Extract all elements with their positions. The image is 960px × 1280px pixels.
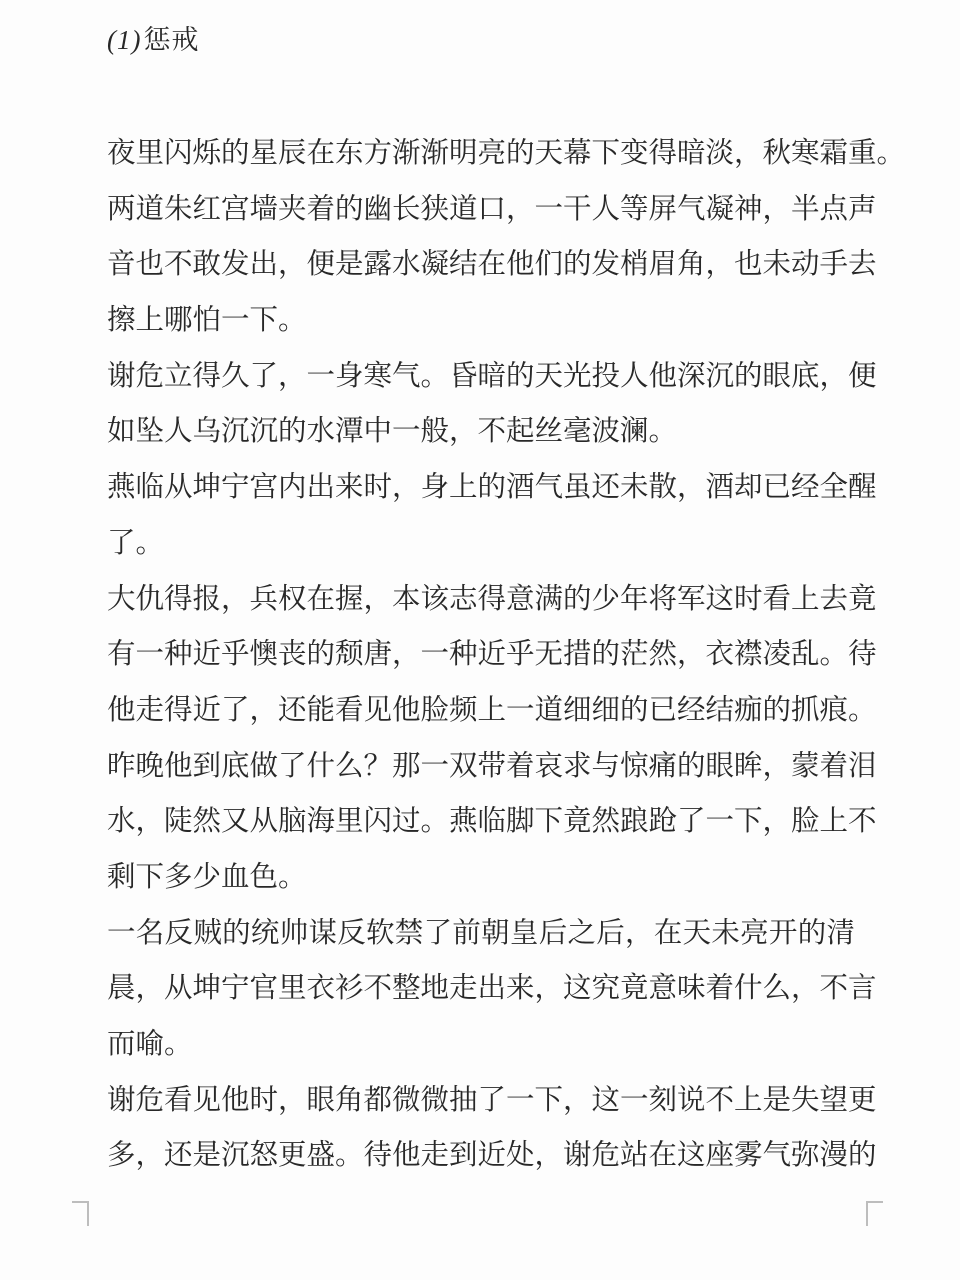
text-line: 了。 xyxy=(107,526,165,559)
text-line: 谢危立得久了，一身寒气。昏暗的天光投人他深沉的眼底，便 xyxy=(107,359,877,392)
chapter-number: (1) xyxy=(107,25,142,55)
page-corner-mark-bottom-right xyxy=(866,1201,883,1226)
text-line: 燕临从坤宁宫内出来时，身上的酒气虽还未散，酒却已经全醒 xyxy=(107,471,877,504)
body-text-block xyxy=(107,126,906,1184)
text-line: 擦上哪怕一下。 xyxy=(107,304,307,337)
text-line: 一名反贼的统帅谋反软禁了前朝皇后之后，在天未亮开的清 xyxy=(107,916,855,949)
text-line: 两道朱红宫墙夹着的幽长狭道口，一干人等屏气凝神，半点声 xyxy=(107,192,877,225)
text-line: 大仇得报，兵权在握，本该志得意满的少年将军这时看上去竟 xyxy=(107,582,877,615)
text-line: 如坠人乌沉沉的水潭中一般，不起丝毫波澜。 xyxy=(107,415,678,448)
text-line: 而喻。 xyxy=(107,1028,193,1060)
text-line: 剩下多少血色。 xyxy=(107,860,307,893)
text-line: 晨，从坤宁官里衣衫不整地走出来，这究竟意味着什么，不言 xyxy=(107,972,877,1005)
text-line: 音也不敢发出，便是露水凝结在他们的发梢眉角，也未动手去 xyxy=(107,248,877,281)
page-corner-mark-bottom-left xyxy=(72,1201,89,1226)
text-line: 多，还是沉怒更盛。待他走到近处，谢危站在这座雾气弥漫的 xyxy=(107,1139,877,1172)
chapter-title xyxy=(107,22,199,58)
text-line: 谢危看见他时，眼角都微微抽了一下，这一刻说不上是失望更 xyxy=(107,1083,877,1116)
chapter-title-text: 惩戒 xyxy=(143,25,200,55)
text-line: 他走得近了，还能看见他脸频上一道细细的已经结痂的抓痕。 xyxy=(107,693,877,726)
text-line: 有一种近乎懊丧的颓唐，一种近乎无措的茫然，衣襟凌乱。待 xyxy=(107,638,877,671)
text-line: 夜里闪烁的星辰在东方渐渐明亮的天幕下变得暗淡，秋寒霜重。 xyxy=(107,137,906,169)
text-line: 水，陡然又从脑海里闪过。燕临脚下竟然踉跄了一下，脸上不 xyxy=(107,805,877,838)
text-line: 昨晚他到底做了什么？那一双带着哀求与惊痛的眼眸，蒙着泪 xyxy=(107,749,877,782)
